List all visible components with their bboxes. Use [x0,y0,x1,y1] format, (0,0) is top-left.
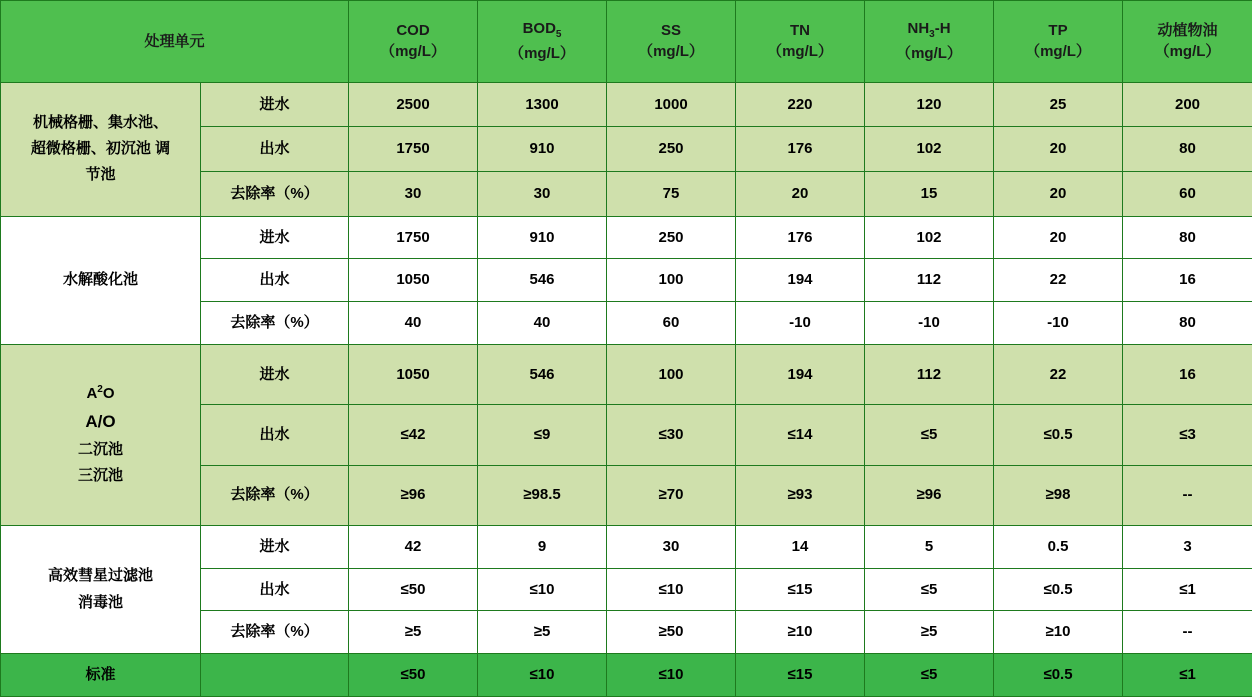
table-row [1,82,1252,127]
cell-value: 1050 [349,259,478,302]
stage-label: 进水 [201,525,349,568]
cell-value: 546 [478,344,607,404]
cell-value: 22 [994,344,1123,404]
header-col-oil-unit: （mg/L） [1154,43,1221,61]
cell-value: ≤30 [607,405,736,465]
table-row [1,216,1252,259]
cell-value: 910 [478,127,607,172]
header-col-ss-unit: （mg/L） [638,43,704,61]
cell-value: 100 [607,259,736,302]
standard-row [1,654,1252,697]
cell-value: ≥96 [865,465,994,525]
cell-value: 1750 [349,127,478,172]
cell-value: 80 [1123,302,1252,345]
cell-value: 200 [1123,82,1252,127]
cell-value: 42 [349,525,478,568]
cell-value: 40 [349,302,478,345]
cell-value: 16 [1123,344,1252,404]
cell-value: -10 [736,302,865,345]
standard-value: ≤50 [349,654,478,697]
stage-label: 去除率（%） [201,302,349,345]
standard-value: ≤10 [607,654,736,697]
cell-value: 112 [865,259,994,302]
header-col-oil-name: 动植物油 [1157,21,1218,39]
table-row [1,344,1252,404]
cell-value: 22 [994,259,1123,302]
stage-label: 出水 [201,259,349,302]
cell-value: -10 [865,302,994,345]
cell-value: ≤1 [1123,568,1252,611]
unit-label-line: 高效彗星过滤池 [47,567,153,585]
cell-value: 194 [736,259,865,302]
unit-label-line: 三沉池 [77,466,123,484]
stage-label: 进水 [201,344,349,404]
cell-value: 80 [1123,216,1252,259]
cell-value: 20 [994,171,1123,216]
standard-value: ≤5 [865,654,994,697]
cell-value: ≤15 [736,568,865,611]
cell-value: 176 [736,216,865,259]
cell-value: 60 [1123,171,1252,216]
cell-value: 910 [478,216,607,259]
unit-label-line: $A^2O$ [86,383,115,402]
standard-value: ≤10 [478,654,607,697]
cell-value: ≤5 [865,568,994,611]
header-col-cod [349,1,478,83]
header-col-bod5 [478,1,607,83]
table-header-row [1,1,1252,83]
cell-value: 30 [349,171,478,216]
cell-value: -- [1123,465,1252,525]
header-col-cod-unit: （mg/L） [380,43,446,61]
table-row [1,525,1252,568]
cell-value: -- [1123,611,1252,654]
cell-value: 60 [607,302,736,345]
cell-value: 1300 [478,82,607,127]
cell-value: 30 [478,171,607,216]
header-col-tp-unit: （mg/L） [1025,43,1091,61]
cell-value: ≥70 [607,465,736,525]
cell-value: ≥5 [349,611,478,654]
cell-value: 220 [736,82,865,127]
header-col-nh3h-name: $NH_3-H$ [907,20,951,41]
cell-value: 20 [736,171,865,216]
stage-label: 去除率（%） [201,611,349,654]
cell-value: 3 [1123,525,1252,568]
cell-value: ≥98.5 [478,465,607,525]
cell-value: 5 [865,525,994,568]
standard-stage-blank [201,654,349,697]
cell-value: 250 [607,127,736,172]
cell-value: ≥5 [478,611,607,654]
standard-value: ≤0.5 [994,654,1123,697]
cell-value: ≥98 [994,465,1123,525]
cell-value: ≥93 [736,465,865,525]
cell-value: ≤5 [865,405,994,465]
cell-value: 0.5 [994,525,1123,568]
header-col-bod5-name: $BOD_5$ [522,20,562,41]
unit-label-line: 机械格栅、集水池、 [32,113,168,131]
cell-value: 120 [865,82,994,127]
cell-value: 1050 [349,344,478,404]
header-col-bod5-unit: （mg/L） [509,44,575,62]
header-col-nh3h-unit: （mg/L） [896,44,962,62]
stage-label: 进水 [201,82,349,127]
cell-value: 16 [1123,259,1252,302]
cell-value: ≥50 [607,611,736,654]
cell-value: ≥5 [865,611,994,654]
cell-value: ≤42 [349,405,478,465]
header-col-ss-name: SS [661,21,682,39]
cell-value: ≤0.5 [994,405,1123,465]
unit-label-line: A/O [85,411,116,431]
cell-value: 1750 [349,216,478,259]
header-col-oil [1123,1,1252,83]
cell-value: 20 [994,127,1123,172]
cell-value: 15 [865,171,994,216]
header-col-tn [736,1,865,83]
standard-value: ≤1 [1123,654,1252,697]
header-unit-column: 处理单元 [1,1,349,83]
cell-value: ≤50 [349,568,478,611]
cell-value: 30 [607,525,736,568]
unit-label-line: 消毒池 [77,593,123,611]
stage-label: 出水 [201,127,349,172]
cell-value: ≤3 [1123,405,1252,465]
cell-value: 194 [736,344,865,404]
unit-label-line: 二沉池 [77,440,123,458]
stage-label: 去除率（%） [201,465,349,525]
unit-label-group-0 [1,82,201,216]
header-col-ss [607,1,736,83]
cell-value: 40 [478,302,607,345]
header-col-tp [994,1,1123,83]
cell-value: ≥10 [736,611,865,654]
header-col-tn-unit: （mg/L） [767,43,833,61]
stage-label: 出水 [201,405,349,465]
unit-label-group-3 [1,525,201,653]
cell-value: -10 [994,302,1123,345]
header-col-cod-name: COD [396,21,430,39]
standard-label: 标准 [1,654,201,697]
cell-value: 102 [865,216,994,259]
unit-label-group-1: 水解酸化池 [1,216,201,344]
cell-value: ≥10 [994,611,1123,654]
standard-value: ≤15 [736,654,865,697]
cell-value: 20 [994,216,1123,259]
cell-value: ≤14 [736,405,865,465]
cell-value: 100 [607,344,736,404]
unit-label-line: 节池 [85,166,116,184]
unit-label-group-2 [1,344,201,525]
cell-value: 176 [736,127,865,172]
header-col-tp-name: TP [1048,21,1068,39]
cell-value: ≥96 [349,465,478,525]
cell-value: 80 [1123,127,1252,172]
cell-value: 25 [994,82,1123,127]
cell-value: ≤0.5 [994,568,1123,611]
cell-value: 14 [736,525,865,568]
header-col-nh3h [865,1,994,83]
cell-value: 1000 [607,82,736,127]
stage-label: 出水 [201,568,349,611]
cell-value: 9 [478,525,607,568]
cell-value: ≤9 [478,405,607,465]
cell-value: 546 [478,259,607,302]
cell-value: 112 [865,344,994,404]
cell-value: 75 [607,171,736,216]
header-col-tn-name: TN [790,21,811,39]
stage-label: 去除率（%） [201,171,349,216]
cell-value: ≤10 [478,568,607,611]
unit-label-line: 超微格栅、初沉池 调 [30,140,171,158]
cell-value: ≤10 [607,568,736,611]
stage-label: 进水 [201,216,349,259]
cell-value: 102 [865,127,994,172]
cell-value: 2500 [349,82,478,127]
cell-value: 250 [607,216,736,259]
